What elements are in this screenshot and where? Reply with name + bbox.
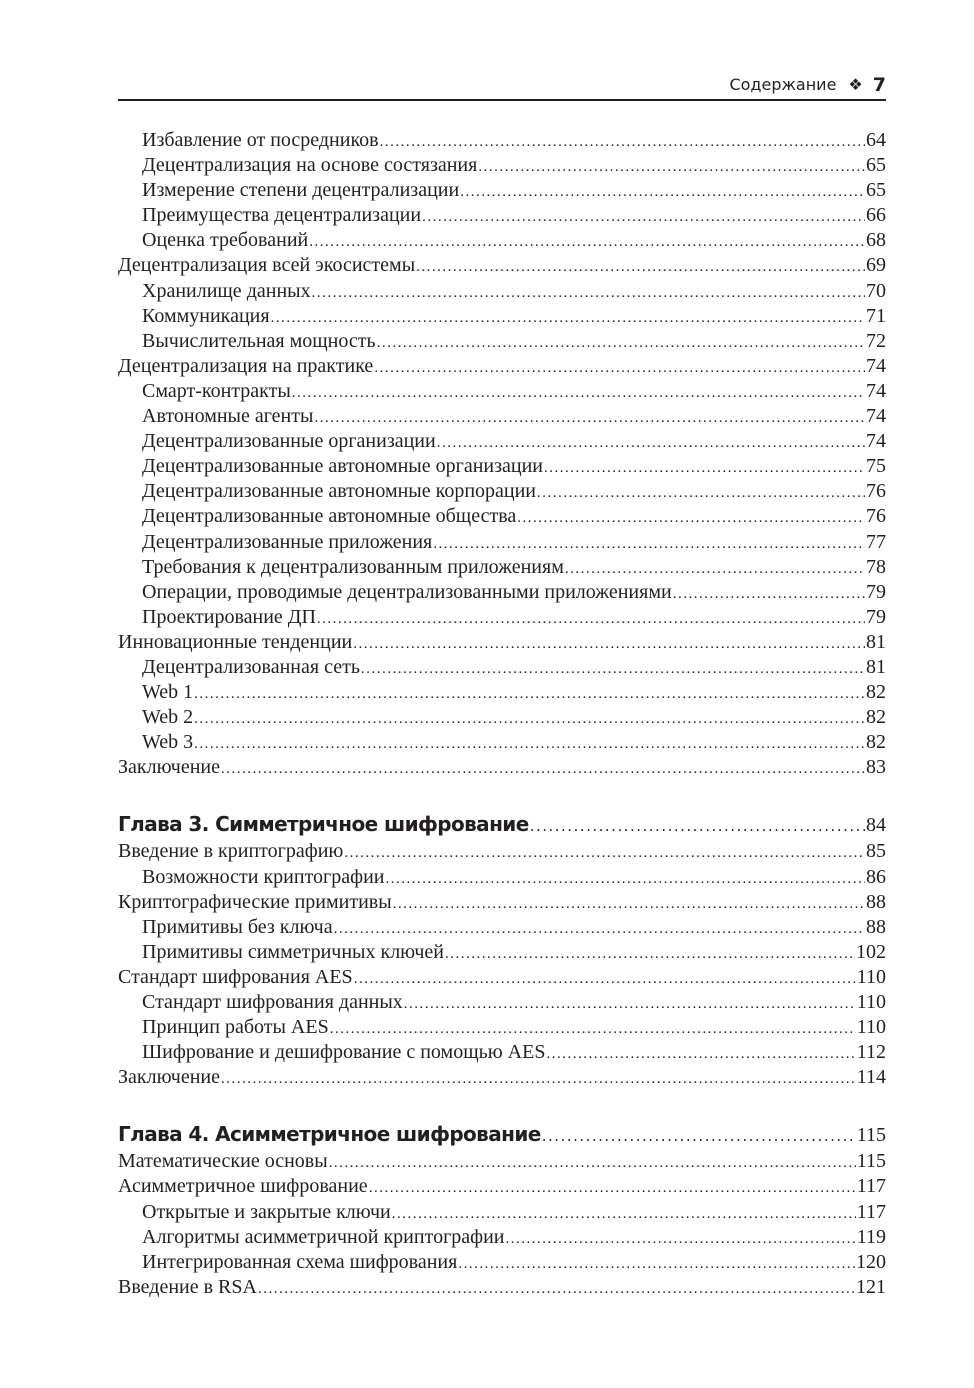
toc-section-entry[interactable] bbox=[118, 1275, 886, 1300]
toc-subsection-entry[interactable] bbox=[118, 479, 886, 504]
toc-entry-page: 115 bbox=[856, 1124, 886, 1147]
running-header bbox=[118, 70, 886, 101]
dot-leader bbox=[506, 1227, 856, 1252]
toc-entry-page: 117 bbox=[856, 1175, 886, 1198]
toc-entry-title: Асимметричное шифрование bbox=[118, 1175, 368, 1198]
toc-subsection-entry[interactable] bbox=[118, 1250, 886, 1275]
toc-subsection-entry[interactable] bbox=[118, 990, 886, 1015]
toc-section-entry[interactable] bbox=[118, 630, 886, 655]
toc-entry-page: 110 bbox=[856, 1016, 886, 1039]
toc-entry-title: Web 2 bbox=[142, 706, 194, 729]
toc-chapter-4[interactable] bbox=[118, 1119, 886, 1149]
dot-leader bbox=[437, 431, 865, 456]
toc-entry-title: Смарт-контракты bbox=[142, 379, 291, 402]
toc-subsection-entry[interactable] bbox=[118, 580, 886, 605]
toc-entry-title: Web 3 bbox=[142, 731, 194, 754]
dot-leader bbox=[673, 582, 865, 607]
toc-subsection-entry[interactable] bbox=[118, 915, 886, 940]
toc-entry-title: Преимущества децентрализации bbox=[142, 204, 422, 227]
toc-entry-page: 70 bbox=[866, 279, 886, 302]
dot-leader bbox=[422, 205, 865, 230]
dot-leader bbox=[317, 607, 865, 632]
toc-entry-title: Принцип работы AES bbox=[142, 1016, 329, 1039]
dot-leader bbox=[221, 757, 865, 782]
toc-entry-page: 121 bbox=[856, 1275, 886, 1298]
toc-entry-title: Децентрализация на практике bbox=[118, 354, 374, 377]
toc-entry-title: Глава 3. Симметричное шифрование bbox=[118, 812, 529, 837]
toc-entry-title: Требования к децентрализованным приложениям bbox=[142, 555, 564, 578]
toc-entry-title: Алгоритмы асимметричной криптографии bbox=[142, 1225, 505, 1248]
toc-entry-page: 114 bbox=[856, 1066, 886, 1089]
toc-section-entry[interactable] bbox=[118, 354, 886, 379]
dot-leader bbox=[369, 1176, 856, 1201]
toc-section-entry[interactable] bbox=[118, 253, 886, 278]
dot-leader bbox=[361, 657, 865, 682]
toc-entry-title: Децентрализованные автономные организации bbox=[142, 455, 543, 478]
toc-entry-page: 82 bbox=[866, 731, 886, 754]
dot-leader bbox=[221, 1067, 856, 1092]
dot-leader bbox=[374, 356, 865, 381]
dot-leader bbox=[194, 732, 865, 757]
toc-entry-title: Хранилище данных bbox=[142, 279, 311, 302]
toc-subsection-entry[interactable] bbox=[118, 865, 886, 890]
dot-leader bbox=[546, 1042, 855, 1067]
toc-entry-page: 68 bbox=[866, 229, 886, 252]
dot-leader bbox=[544, 456, 865, 481]
toc-section-entry[interactable] bbox=[118, 965, 886, 990]
toc-entry-page: 64 bbox=[866, 129, 886, 151]
toc-entry-page: 88 bbox=[866, 915, 886, 938]
dot-leader bbox=[292, 381, 865, 406]
toc-entry-title: Инновационные тенденции bbox=[118, 630, 353, 653]
dot-leader bbox=[416, 255, 865, 280]
toc-entry-title: Вычислительная мощность bbox=[142, 329, 376, 352]
table-of-contents bbox=[118, 128, 886, 1300]
toc-entry-page: 102 bbox=[856, 940, 886, 963]
toc-subsection-entry[interactable] bbox=[118, 504, 886, 529]
toc-entry-title: Заключение bbox=[118, 756, 220, 779]
toc-entry-title: Шифрование и дешифрование с помощью AES bbox=[142, 1041, 546, 1064]
toc-entry-page: 115 bbox=[856, 1150, 886, 1173]
toc-entry-title: Стандарт шифрования AES bbox=[118, 965, 353, 988]
toc-entry-page: 78 bbox=[866, 555, 886, 578]
toc-subsection-entry[interactable] bbox=[118, 304, 886, 329]
toc-section-entry[interactable] bbox=[118, 1065, 886, 1090]
dot-leader bbox=[309, 230, 865, 255]
toc-subsection-entry[interactable] bbox=[118, 153, 886, 178]
dot-leader bbox=[312, 281, 865, 306]
toc-entry-page: 77 bbox=[866, 530, 886, 553]
dot-leader bbox=[380, 130, 865, 155]
toc-entry-page: 81 bbox=[866, 655, 886, 678]
toc-subsection-entry[interactable] bbox=[118, 329, 886, 354]
toc-subsection-entry[interactable] bbox=[118, 1225, 886, 1250]
toc-entry-title: Децентрализованная сеть bbox=[142, 655, 360, 678]
toc-entry-title: Стандарт шифрования данных bbox=[142, 991, 403, 1013]
toc-entry-page: 65 bbox=[866, 179, 886, 202]
toc-entry-page: 110 bbox=[856, 965, 886, 988]
toc-entry-title: Введение в криптографию bbox=[118, 840, 344, 863]
toc-entry-page: 79 bbox=[866, 580, 886, 603]
dot-leader bbox=[258, 1277, 855, 1302]
toc-entry-page: 112 bbox=[856, 1041, 886, 1064]
toc-entry-page: 76 bbox=[866, 505, 886, 528]
toc-subsection-entry[interactable] bbox=[118, 605, 886, 630]
dot-leader bbox=[537, 481, 865, 506]
toc-entry-page: 75 bbox=[866, 455, 886, 478]
toc-entry-title: Операции, проводимые децентрализованными приложениями bbox=[142, 580, 672, 603]
toc-entry-title: Возможности криптографии bbox=[142, 865, 385, 888]
section-gap bbox=[118, 780, 886, 809]
toc-entry-title: Децентрализованные автономные корпорации bbox=[142, 480, 537, 503]
toc-entry-title: Децентрализация всей экосистемы bbox=[118, 254, 416, 277]
dot-leader bbox=[393, 892, 865, 917]
toc-entry-title: Децентрализация на основе состязания bbox=[142, 154, 478, 177]
toc-subsection-entry[interactable] bbox=[118, 379, 886, 404]
toc-entry-page: 84 bbox=[866, 814, 886, 837]
dot-leader bbox=[271, 306, 865, 331]
dot-leader bbox=[353, 632, 865, 657]
toc-subsection-entry[interactable] bbox=[118, 1040, 886, 1065]
toc-subsection-entry[interactable] bbox=[118, 228, 886, 253]
toc-section-entry[interactable] bbox=[118, 755, 886, 780]
toc-entry-title: Измерение степени децентрализации bbox=[142, 179, 460, 202]
toc-entry-page: 88 bbox=[866, 890, 886, 913]
running-header-title: Содержание bbox=[729, 75, 837, 94]
toc-section-chapter4 bbox=[118, 1149, 886, 1300]
toc-entry-page: 83 bbox=[866, 756, 886, 779]
toc-entry-page: 74 bbox=[866, 430, 886, 453]
toc-subsection-entry[interactable] bbox=[118, 128, 886, 153]
toc-subsection-entry[interactable] bbox=[118, 705, 886, 730]
toc-section-entry[interactable] bbox=[118, 839, 886, 864]
toc-entry-title: Введение в RSA bbox=[118, 1275, 257, 1298]
toc-entry-page: 119 bbox=[856, 1225, 886, 1248]
toc-subsection-entry[interactable] bbox=[118, 680, 886, 705]
toc-entry-title: Избавление от посредников bbox=[142, 129, 379, 151]
dot-leader bbox=[314, 406, 865, 431]
dot-leader bbox=[194, 682, 865, 707]
toc-entry-page: 71 bbox=[866, 304, 886, 327]
toc-entry-page: 66 bbox=[866, 204, 886, 227]
toc-subsection-entry[interactable] bbox=[118, 655, 886, 680]
dot-leader bbox=[460, 180, 865, 205]
toc-entry-title: Web 1 bbox=[142, 681, 194, 704]
toc-entry-page: 72 bbox=[866, 329, 886, 352]
toc-subsection-entry[interactable] bbox=[118, 178, 886, 203]
toc-section-entry[interactable] bbox=[118, 890, 886, 915]
toc-entry-page: 79 bbox=[866, 605, 886, 628]
dot-leader bbox=[330, 1017, 856, 1042]
toc-entry-page: 74 bbox=[866, 354, 886, 377]
dot-leader bbox=[517, 506, 865, 531]
dot-leader bbox=[530, 811, 865, 841]
toc-entry-title: Заключение bbox=[118, 1066, 220, 1089]
toc-subsection-entry[interactable] bbox=[118, 940, 886, 965]
toc-entry-title: Интегрированная схема шифрования bbox=[142, 1250, 458, 1273]
dot-leader bbox=[392, 1202, 856, 1227]
toc-entry-title: Проектирование ДП bbox=[142, 605, 316, 628]
toc-subsection-entry[interactable] bbox=[118, 730, 886, 755]
dot-leader bbox=[344, 841, 865, 866]
toc-entry-page: 65 bbox=[866, 154, 886, 177]
dot-leader bbox=[445, 942, 855, 967]
toc-entry-page: 82 bbox=[866, 706, 886, 729]
toc-entry-title: Математические основы bbox=[118, 1150, 328, 1173]
dot-leader bbox=[334, 917, 865, 942]
toc-chapter-3[interactable] bbox=[118, 809, 886, 839]
toc-section-entry[interactable] bbox=[118, 1149, 886, 1174]
dot-leader bbox=[458, 1252, 855, 1277]
toc-section-chapter2-continued bbox=[118, 128, 886, 780]
toc-entry-title: Децентрализованные автономные общества bbox=[142, 505, 517, 528]
toc-section-entry[interactable] bbox=[118, 1174, 886, 1199]
toc-entry-title: Децентрализованные организации bbox=[142, 430, 436, 453]
toc-entry-title: Криптографические примитивы bbox=[118, 890, 392, 913]
toc-entry-title: Децентрализованные приложения bbox=[142, 530, 433, 553]
dot-leader bbox=[433, 532, 865, 557]
toc-entry-title: Примитивы симметричных ключей bbox=[142, 940, 445, 963]
toc-subsection-entry[interactable] bbox=[118, 203, 886, 228]
toc-subsection-entry[interactable] bbox=[118, 555, 886, 580]
dot-leader bbox=[404, 992, 856, 1017]
dot-leader bbox=[478, 155, 865, 180]
toc-entry-title: Автономные агенты bbox=[142, 405, 314, 428]
toc-entry-page: 120 bbox=[856, 1250, 886, 1273]
section-gap bbox=[118, 1090, 886, 1119]
toc-subsection-entry[interactable] bbox=[118, 279, 886, 304]
toc-entry-title: Открытые и закрытые ключи bbox=[142, 1200, 391, 1223]
toc-subsection-entry[interactable] bbox=[118, 429, 886, 454]
ornament-icon: ❖ bbox=[848, 75, 863, 94]
dot-leader bbox=[542, 1121, 856, 1151]
toc-entry-page: 76 bbox=[866, 480, 886, 503]
dot-leader bbox=[194, 707, 865, 732]
toc-entry-page: 81 bbox=[866, 630, 886, 653]
toc-subsection-entry[interactable] bbox=[118, 1015, 886, 1040]
toc-entry-page: 85 bbox=[866, 840, 886, 863]
page-number: 7 bbox=[872, 73, 886, 96]
toc-section-chapter3 bbox=[118, 839, 886, 1090]
toc-entry-title: Оценка требований bbox=[142, 229, 309, 252]
toc-entry-page: 110 bbox=[856, 991, 886, 1013]
toc-entry-title: Коммуникация bbox=[142, 304, 270, 327]
toc-subsection-entry[interactable] bbox=[118, 404, 886, 429]
toc-entry-page: 69 bbox=[866, 254, 886, 277]
toc-subsection-entry[interactable] bbox=[118, 530, 886, 555]
toc-entry-title: Глава 4. Асимметричное шифрование bbox=[118, 1122, 541, 1147]
toc-entry-title: Примитивы без ключа bbox=[142, 915, 333, 938]
toc-entry-page: 82 bbox=[866, 681, 886, 704]
dot-leader bbox=[377, 331, 865, 356]
dot-leader bbox=[354, 967, 856, 992]
dot-leader bbox=[329, 1151, 856, 1176]
toc-entry-page: 74 bbox=[866, 379, 886, 402]
toc-subsection-entry[interactable] bbox=[118, 454, 886, 479]
dot-leader bbox=[565, 557, 865, 582]
toc-subsection-entry[interactable] bbox=[118, 1200, 886, 1225]
toc-entry-page: 74 bbox=[866, 405, 886, 428]
toc-entry-page: 86 bbox=[866, 865, 886, 888]
toc-entry-page: 117 bbox=[856, 1200, 886, 1223]
dot-leader bbox=[386, 867, 866, 892]
